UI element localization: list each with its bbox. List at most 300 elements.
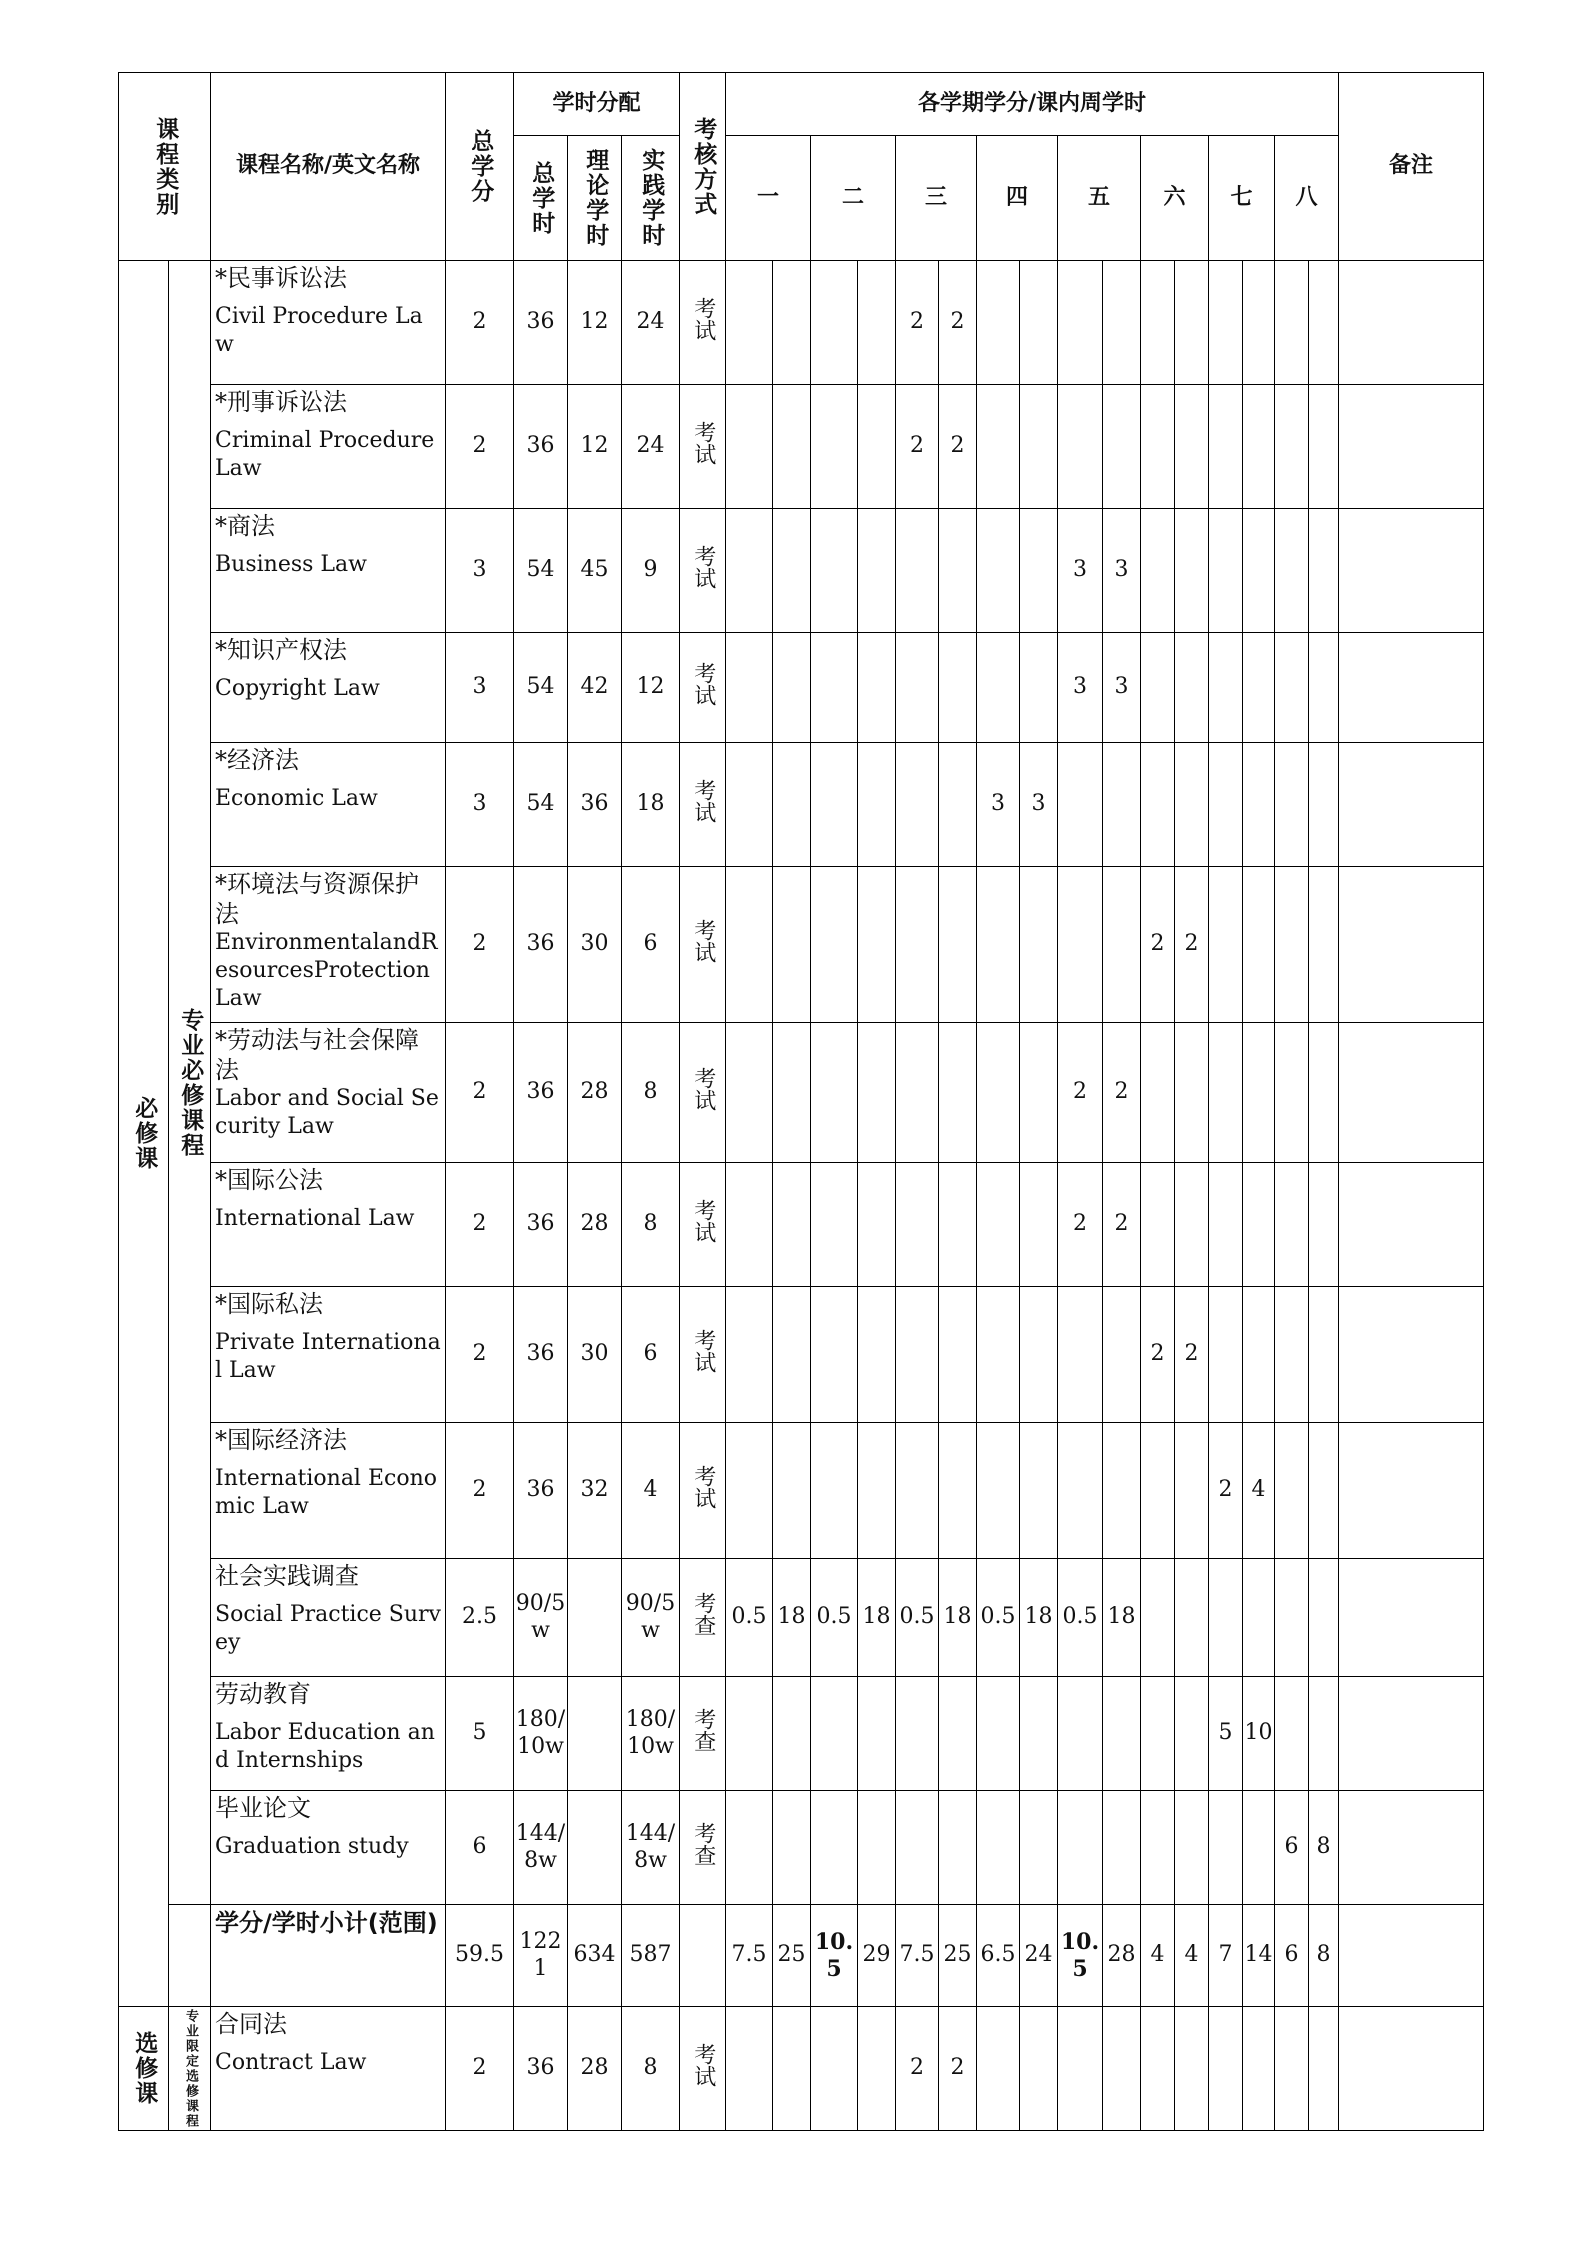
semester-cell — [1243, 385, 1275, 509]
semester-cell — [1103, 1677, 1141, 1791]
semester-cell — [1141, 1677, 1175, 1791]
semester-cell: 0.5 — [1058, 1559, 1103, 1677]
semester-cell — [1309, 1287, 1339, 1423]
assessment-value: 考查 — [690, 1707, 716, 1752]
semester-cell: 2 — [1058, 1023, 1103, 1163]
semester-cell — [811, 743, 858, 867]
semester-cell — [977, 867, 1020, 1023]
practice-hours-cell: 18 — [622, 743, 680, 867]
practice-hours-cell: 90/5w — [622, 1559, 680, 1677]
semester-cell — [811, 261, 858, 385]
course-name-en: Labor and Social Security Law — [215, 1086, 439, 1139]
remarks-cell — [1339, 1023, 1484, 1163]
semester-cell: 24 — [1020, 1905, 1058, 2007]
semester-cell — [896, 1163, 939, 1287]
remarks-cell — [1339, 1905, 1484, 2007]
total-hours-cell: 36 — [514, 261, 568, 385]
semester-cell — [1020, 1677, 1058, 1791]
semester-cell — [1103, 1423, 1141, 1559]
semester-cell — [896, 1023, 939, 1163]
semester-cell — [1309, 1559, 1339, 1677]
semester-cell: 25 — [773, 1905, 811, 2007]
course-name-en: Copyright Law — [215, 676, 380, 701]
semester-cell — [811, 1163, 858, 1287]
semester-cell — [1243, 1023, 1275, 1163]
semester-cell — [1058, 385, 1103, 509]
semester-cell — [1209, 2007, 1243, 2131]
semester-cell — [977, 261, 1020, 385]
course-name-en: International Economic Law — [215, 1466, 437, 1519]
practice-hours-cell: 144/8w — [622, 1791, 680, 1905]
semester-cell — [858, 1677, 896, 1791]
semester-cell: 7.5 — [896, 1905, 939, 2007]
semester-cell — [811, 1287, 858, 1423]
semester-cell: 28 — [1103, 1905, 1141, 2007]
semester-cell — [811, 867, 858, 1023]
assessment-value: 考试 — [690, 296, 716, 341]
semester-cell — [1275, 261, 1309, 385]
table-row — [119, 1287, 1484, 1423]
course-name-cn: *国际经济法 — [215, 1426, 347, 1454]
semester-cell: 10.5 — [811, 1905, 858, 2007]
course-name-en: Civil Procedure Law — [215, 304, 423, 357]
course-name-cell — [211, 1791, 446, 1905]
semester-cell — [1309, 1023, 1339, 1163]
subtotal-label: 学分/学时小计(范围) — [215, 1909, 438, 1937]
semester-cell — [1209, 385, 1243, 509]
subtotal-row — [119, 1905, 1484, 2007]
course-name-en: Economic Law — [215, 786, 378, 811]
semester-cell — [1243, 1163, 1275, 1287]
assessment-value: 考试 — [690, 1328, 716, 1373]
table-row — [119, 867, 1484, 1023]
semester-cell: 0.5 — [977, 1559, 1020, 1677]
header-semester-8: 八 — [1275, 136, 1339, 261]
semester-cell — [1209, 1023, 1243, 1163]
credits-cell: 2 — [446, 1423, 514, 1559]
course-name-en: Social Practice Survey — [215, 1602, 441, 1655]
semester-cell — [773, 1677, 811, 1791]
assessment-cell — [680, 261, 726, 385]
semester-cell — [1141, 509, 1175, 633]
semester-cell — [1103, 2007, 1141, 2131]
semester-cell — [858, 867, 896, 1023]
assessment-cell — [680, 1905, 726, 2007]
course-name-cn: *国际私法 — [215, 1290, 323, 1318]
course-name-en: International Law — [215, 1206, 415, 1231]
semester-cell — [773, 743, 811, 867]
theory-hours-cell: 30 — [568, 867, 622, 1023]
semester-cell: 2 — [1103, 1023, 1141, 1163]
semester-cell — [726, 633, 773, 743]
semester-cell: 18 — [773, 1559, 811, 1677]
semester-cell: 7.5 — [726, 1905, 773, 2007]
credits-cell: 5 — [446, 1677, 514, 1791]
semester-cell — [1209, 633, 1243, 743]
semester-cell — [811, 509, 858, 633]
semester-cell — [1275, 633, 1309, 743]
assessment-value: 考试 — [690, 1066, 716, 1111]
semester-cell — [1309, 261, 1339, 385]
semester-cell — [896, 633, 939, 743]
semester-cell — [939, 1791, 977, 1905]
semester-cell: 6 — [1275, 1905, 1309, 2007]
semester-cell — [726, 1163, 773, 1287]
semester-cell — [1141, 385, 1175, 509]
semester-cell — [1309, 2007, 1339, 2131]
group-major-required-label: 专业必修课程 — [177, 1007, 204, 1158]
remarks-cell — [1339, 867, 1484, 1023]
semester-cell — [858, 2007, 896, 2131]
theory-hours-cell: 12 — [568, 261, 622, 385]
semester-cell: 7 — [1209, 1905, 1243, 2007]
semester-cell: 2 — [939, 385, 977, 509]
header-hours-allocation: 学时分配 — [514, 73, 680, 136]
header-semester-2: 二 — [811, 136, 896, 261]
assessment-value: 考试 — [690, 420, 716, 465]
semester-cell — [1058, 1677, 1103, 1791]
semester-cell — [1243, 261, 1275, 385]
semester-cell — [1020, 1791, 1058, 1905]
semester-cell — [1209, 1287, 1243, 1423]
semester-cell: 0.5 — [811, 1559, 858, 1677]
semester-cell: 3 — [1103, 509, 1141, 633]
semester-cell — [1243, 509, 1275, 633]
semester-cell — [1020, 1423, 1058, 1559]
practice-hours-cell: 180/10w — [622, 1677, 680, 1791]
semester-cell — [1141, 1023, 1175, 1163]
practice-hours-cell: 12 — [622, 633, 680, 743]
semester-cell: 2 — [939, 261, 977, 385]
semester-cell: 2 — [896, 261, 939, 385]
semester-cell — [858, 1023, 896, 1163]
semester-cell — [1209, 261, 1243, 385]
practice-hours-cell: 8 — [622, 2007, 680, 2131]
semester-cell — [1275, 1023, 1309, 1163]
assessment-value: 考试 — [690, 2042, 716, 2087]
semester-cell — [1020, 1287, 1058, 1423]
practice-hours-cell: 8 — [622, 1023, 680, 1163]
semester-cell — [726, 867, 773, 1023]
semester-cell — [1058, 1287, 1103, 1423]
semester-cell — [1058, 1791, 1103, 1905]
header-total-credits: 总学分 — [446, 73, 514, 261]
course-name-cell — [211, 1023, 446, 1163]
semester-cell: 18 — [858, 1559, 896, 1677]
semester-cell: 2 — [1058, 1163, 1103, 1287]
semester-cell — [977, 1791, 1020, 1905]
header-practice-hours: 实践学时 — [622, 136, 680, 261]
semester-cell — [896, 509, 939, 633]
semester-cell — [1209, 509, 1243, 633]
course-name-en: Private International Law — [215, 1330, 441, 1383]
semester-cell — [726, 261, 773, 385]
semester-cell — [1175, 1791, 1209, 1905]
theory-hours-cell: 28 — [568, 2007, 622, 2131]
course-name-cell — [211, 1677, 446, 1791]
remarks-cell — [1339, 385, 1484, 509]
header-semesters-title: 各学期学分/课内周学时 — [726, 73, 1339, 136]
semester-cell — [939, 1423, 977, 1559]
semester-cell — [1058, 2007, 1103, 2131]
semester-cell: 4 — [1175, 1905, 1209, 2007]
credits-cell: 2 — [446, 867, 514, 1023]
total-hours-cell: 54 — [514, 509, 568, 633]
remarks-cell — [1339, 509, 1484, 633]
assessment-cell — [680, 509, 726, 633]
assessment-value: 考试 — [690, 1464, 716, 1509]
assessment-value: 考试 — [690, 544, 716, 589]
semester-cell — [977, 385, 1020, 509]
assessment-cell — [680, 385, 726, 509]
assessment-cell — [680, 1559, 726, 1677]
semester-cell: 18 — [1103, 1559, 1141, 1677]
assessment-value: 考查 — [690, 1591, 716, 1636]
remarks-cell — [1339, 1287, 1484, 1423]
credits-cell: 2.5 — [446, 1559, 514, 1677]
semester-cell — [1275, 385, 1309, 509]
group-required-label: 必修课 — [131, 1096, 158, 1171]
semester-cell — [1058, 261, 1103, 385]
remarks-cell — [1339, 1423, 1484, 1559]
course-name-en: Labor Education and Internships — [215, 1720, 435, 1773]
course-name-cell — [211, 261, 446, 385]
header-assessment: 考核方式 — [680, 73, 726, 261]
semester-cell — [773, 2007, 811, 2131]
semester-cell — [773, 867, 811, 1023]
semester-cell — [896, 867, 939, 1023]
semester-cell — [1020, 385, 1058, 509]
theory-hours-cell: 32 — [568, 1423, 622, 1559]
total-hours-cell: 36 — [514, 1423, 568, 1559]
semester-cell — [1275, 1423, 1309, 1559]
header-course-name: 课程名称/英文名称 — [211, 73, 446, 261]
assessment-value: 考查 — [690, 1821, 716, 1866]
group-elective-label: 选修课 — [131, 2031, 158, 2106]
theory-hours-cell: 36 — [568, 743, 622, 867]
remarks-cell — [1339, 261, 1484, 385]
practice-hours-cell: 6 — [622, 1287, 680, 1423]
table-row — [119, 633, 1484, 743]
semester-cell — [811, 1423, 858, 1559]
credits-cell: 3 — [446, 633, 514, 743]
semester-cell — [1020, 509, 1058, 633]
practice-hours-cell: 24 — [622, 385, 680, 509]
semester-cell — [1275, 1559, 1309, 1677]
semester-cell: 10.5 — [1058, 1905, 1103, 2007]
semester-cell — [1243, 867, 1275, 1023]
semester-cell — [858, 1423, 896, 1559]
course-name-en: Criminal Procedure Law — [215, 428, 435, 481]
semester-cell: 3 — [1020, 743, 1058, 867]
semester-cell — [726, 385, 773, 509]
total-hours-cell: 180/10w — [514, 1677, 568, 1791]
semester-cell — [939, 743, 977, 867]
semester-cell: 18 — [939, 1559, 977, 1677]
credits-cell: 3 — [446, 743, 514, 867]
group-required — [119, 261, 169, 2007]
total-hours-cell: 54 — [514, 743, 568, 867]
table-row — [119, 1559, 1484, 1677]
semester-cell — [811, 385, 858, 509]
header-semester-7: 七 — [1209, 136, 1275, 261]
semester-cell — [773, 1287, 811, 1423]
practice-hours-cell: 587 — [622, 1905, 680, 2007]
semester-cell: 3 — [1058, 509, 1103, 633]
table-row — [119, 743, 1484, 867]
semester-cell — [1175, 1423, 1209, 1559]
semester-cell — [811, 1677, 858, 1791]
course-name-cn: 劳动教育 — [215, 1680, 311, 1708]
semester-cell — [726, 509, 773, 633]
semester-cell — [858, 1163, 896, 1287]
semester-cell — [1309, 1423, 1339, 1559]
course-name-en: Business Law — [215, 552, 367, 577]
semester-cell — [1309, 743, 1339, 867]
course-name-cn: *环境法与资源保护法 — [215, 870, 419, 928]
table-row — [119, 385, 1484, 509]
semester-cell: 2 — [1141, 867, 1175, 1023]
semester-cell — [1141, 261, 1175, 385]
semester-cell — [1175, 743, 1209, 867]
semester-cell: 2 — [939, 2007, 977, 2131]
theory-hours-cell: 634 — [568, 1905, 622, 2007]
course-name-cn: 社会实践调查 — [215, 1562, 359, 1590]
total-hours-cell: 36 — [514, 1023, 568, 1163]
semester-cell: 2 — [1141, 1287, 1175, 1423]
course-name-cn: *经济法 — [215, 746, 299, 774]
assessment-cell — [680, 867, 726, 1023]
semester-cell — [939, 867, 977, 1023]
total-hours-cell: 36 — [514, 385, 568, 509]
semester-cell — [1175, 261, 1209, 385]
semester-cell — [811, 1023, 858, 1163]
total-hours-cell: 1221 — [514, 1905, 568, 2007]
total-hours-cell: 36 — [514, 1287, 568, 1423]
assessment-value: 考试 — [690, 918, 716, 963]
theory-hours-cell: 28 — [568, 1023, 622, 1163]
assessment-cell — [680, 1287, 726, 1423]
course-name-cell — [211, 1559, 446, 1677]
semester-cell — [939, 1287, 977, 1423]
semester-cell: 10 — [1243, 1677, 1275, 1791]
semester-cell — [1103, 1791, 1141, 1905]
credits-cell: 2 — [446, 261, 514, 385]
course-name-cn: *知识产权法 — [215, 636, 347, 664]
semester-cell — [939, 633, 977, 743]
semester-cell — [1209, 1559, 1243, 1677]
semester-cell — [1209, 867, 1243, 1023]
semester-cell — [773, 1423, 811, 1559]
semester-cell — [1020, 633, 1058, 743]
semester-cell — [773, 509, 811, 633]
table-row — [119, 1023, 1484, 1163]
semester-cell: 4 — [1141, 1905, 1175, 2007]
semester-cell: 8 — [1309, 1905, 1339, 2007]
semester-cell: 0.5 — [896, 1559, 939, 1677]
semester-cell: 8 — [1309, 1791, 1339, 1905]
course-name-cell — [211, 1287, 446, 1423]
semester-cell — [896, 743, 939, 867]
semester-cell — [773, 1023, 811, 1163]
header-semester-4: 四 — [977, 136, 1058, 261]
semester-cell — [1020, 2007, 1058, 2131]
group-major-limited-elective — [169, 2007, 211, 2131]
semester-cell — [1175, 509, 1209, 633]
semester-cell — [726, 743, 773, 867]
remarks-cell — [1339, 1791, 1484, 1905]
semester-cell — [858, 1287, 896, 1423]
table-row — [119, 1163, 1484, 1287]
semester-cell: 2 — [896, 2007, 939, 2131]
assessment-cell — [680, 1677, 726, 1791]
practice-hours-cell: 8 — [622, 1163, 680, 1287]
semester-cell — [773, 633, 811, 743]
curriculum-table — [118, 72, 1484, 2131]
credits-cell: 3 — [446, 509, 514, 633]
semester-cell — [896, 1287, 939, 1423]
semester-cell — [939, 509, 977, 633]
course-name-en: EnvironmentalandResourcesProtection Law — [215, 930, 438, 1011]
semester-cell: 2 — [896, 385, 939, 509]
total-hours-cell: 54 — [514, 633, 568, 743]
table-row — [119, 261, 1484, 385]
course-name-cn: 合同法 — [215, 2010, 287, 2038]
credits-cell: 2 — [446, 1023, 514, 1163]
credits-cell: 6 — [446, 1791, 514, 1905]
course-name-cn: 毕业论文 — [215, 1794, 311, 1822]
semester-cell — [1141, 1163, 1175, 1287]
course-name-cell — [211, 1163, 446, 1287]
semester-cell — [1020, 867, 1058, 1023]
semester-cell: 6.5 — [977, 1905, 1020, 2007]
semester-cell — [858, 385, 896, 509]
header-semester-6: 六 — [1141, 136, 1209, 261]
semester-cell — [1020, 1023, 1058, 1163]
semester-cell — [858, 509, 896, 633]
semester-cell — [726, 1677, 773, 1791]
table-row — [119, 1791, 1484, 1905]
semester-cell: 2 — [1209, 1423, 1243, 1559]
header-theory-hours: 理论学时 — [568, 136, 622, 261]
practice-hours-cell: 9 — [622, 509, 680, 633]
semester-cell — [811, 1791, 858, 1905]
semester-cell — [1309, 509, 1339, 633]
semester-cell — [1243, 633, 1275, 743]
course-name-cell — [211, 867, 446, 1023]
semester-cell — [1243, 743, 1275, 867]
semester-cell — [1020, 261, 1058, 385]
semester-cell — [896, 1423, 939, 1559]
header-semester-3: 三 — [896, 136, 977, 261]
semester-cell — [1275, 743, 1309, 867]
total-hours-cell: 90/5w — [514, 1559, 568, 1677]
group-major-limited-elective-label: 专业限定选修课程 — [182, 2008, 198, 2129]
semester-cell — [1175, 2007, 1209, 2131]
group-major-required — [169, 261, 211, 1905]
semester-cell — [896, 1791, 939, 1905]
semester-cell — [1141, 1559, 1175, 1677]
course-name-en: Graduation study — [215, 1834, 409, 1859]
semester-cell — [1309, 633, 1339, 743]
course-name-cn: *劳动法与社会保障法 — [215, 1026, 419, 1084]
semester-cell — [1243, 2007, 1275, 2131]
assessment-cell — [680, 1423, 726, 1559]
semester-cell — [1103, 1287, 1141, 1423]
course-name-cn: *商法 — [215, 512, 275, 540]
remarks-cell — [1339, 1163, 1484, 1287]
semester-cell — [1103, 261, 1141, 385]
